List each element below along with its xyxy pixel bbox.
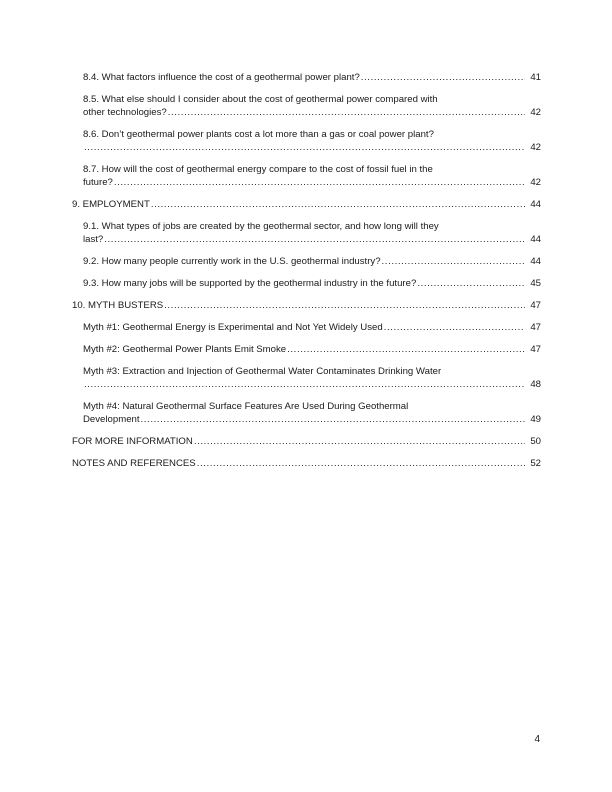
toc-page-number: 47 bbox=[530, 344, 541, 355]
toc-section-title: FOR MORE INFORMATION bbox=[72, 436, 193, 447]
toc-entry[interactable] bbox=[72, 128, 541, 154]
toc-page-number: 41 bbox=[530, 72, 541, 83]
toc-page-number: 44 bbox=[530, 256, 541, 267]
toc-entry-title: 9.2. How many people currently work in the U.S. geothermal industry? bbox=[83, 256, 381, 267]
toc-entry[interactable] bbox=[72, 343, 541, 356]
toc-entry-title: Myth #3: Extraction and Injection of Geothermal Water Contaminates Drinking Water bbox=[83, 366, 442, 377]
toc-page-number: 47 bbox=[530, 300, 541, 311]
toc-section-title: 10. MYTH BUSTERS bbox=[72, 300, 164, 311]
toc-section-entry[interactable] bbox=[72, 299, 541, 312]
toc-entry-title-continued: future? bbox=[83, 177, 113, 188]
toc-entry[interactable] bbox=[72, 400, 541, 426]
toc-entry-title: 9.1. What types of jobs are created by the geothermal sector, and how long will they bbox=[83, 221, 439, 232]
toc-page-number: 48 bbox=[530, 379, 541, 390]
toc-entry-title-continued: other technologies? bbox=[83, 107, 167, 118]
toc-page-number: 44 bbox=[530, 199, 541, 210]
toc-entry-title: Myth #2: Geothermal Power Plants Emit Smoke bbox=[83, 344, 287, 355]
toc-entry-title-continued: Development bbox=[83, 414, 140, 425]
toc-section-entry[interactable] bbox=[72, 198, 541, 211]
toc-entry[interactable] bbox=[72, 163, 541, 189]
toc-section-title: NOTES AND REFERENCES bbox=[72, 458, 196, 469]
toc-section-entry[interactable] bbox=[72, 435, 541, 448]
toc-section-entry[interactable] bbox=[72, 457, 541, 470]
toc-entry-title: 9.3. How many jobs will be supported by the geothermal industry in the future? bbox=[83, 278, 417, 289]
toc-entry[interactable] bbox=[72, 71, 541, 84]
toc-entry[interactable] bbox=[72, 365, 541, 391]
page-number: 4 bbox=[534, 734, 540, 745]
toc-entry[interactable] bbox=[72, 277, 541, 290]
toc-page-number: 52 bbox=[530, 458, 541, 469]
table-of-contents bbox=[72, 71, 541, 479]
toc-entry-title: Myth #4: Natural Geothermal Surface Features Are Used During Geothermal bbox=[83, 401, 409, 412]
toc-page-number: 49 bbox=[530, 414, 541, 425]
toc-entry-title: 8.4. What factors influence the cost of a geothermal power plant? bbox=[83, 72, 360, 83]
toc-page-number: 44 bbox=[530, 234, 541, 245]
toc-entry[interactable] bbox=[72, 220, 541, 246]
toc-entry[interactable] bbox=[72, 321, 541, 334]
toc-page-number: 50 bbox=[530, 436, 541, 447]
toc-entry[interactable] bbox=[72, 255, 541, 268]
toc-page-number: 42 bbox=[530, 107, 541, 118]
toc-page-number: 42 bbox=[530, 142, 541, 153]
toc-page-number: 45 bbox=[530, 278, 541, 289]
toc-entry-title: 8.6. Don’t geothermal power plants cost a lot more than a gas or coal power plant? bbox=[83, 129, 434, 140]
toc-entry-title: 8.7. How will the cost of geothermal energy compare to the cost of fossil fuel in the bbox=[83, 164, 433, 175]
toc-page-number: 47 bbox=[530, 322, 541, 333]
toc-entry[interactable] bbox=[72, 93, 541, 119]
toc-section-title: 9. EMPLOYMENT bbox=[72, 199, 150, 210]
toc-entry-title: 8.5. What else should I consider about the cost of geothermal power compared with bbox=[83, 94, 438, 105]
toc-page-number: 42 bbox=[530, 177, 541, 188]
toc-entry-title-continued: last? bbox=[83, 234, 104, 245]
toc-entry-title: Myth #1: Geothermal Energy is Experimental and Not Yet Widely Used bbox=[83, 322, 383, 333]
